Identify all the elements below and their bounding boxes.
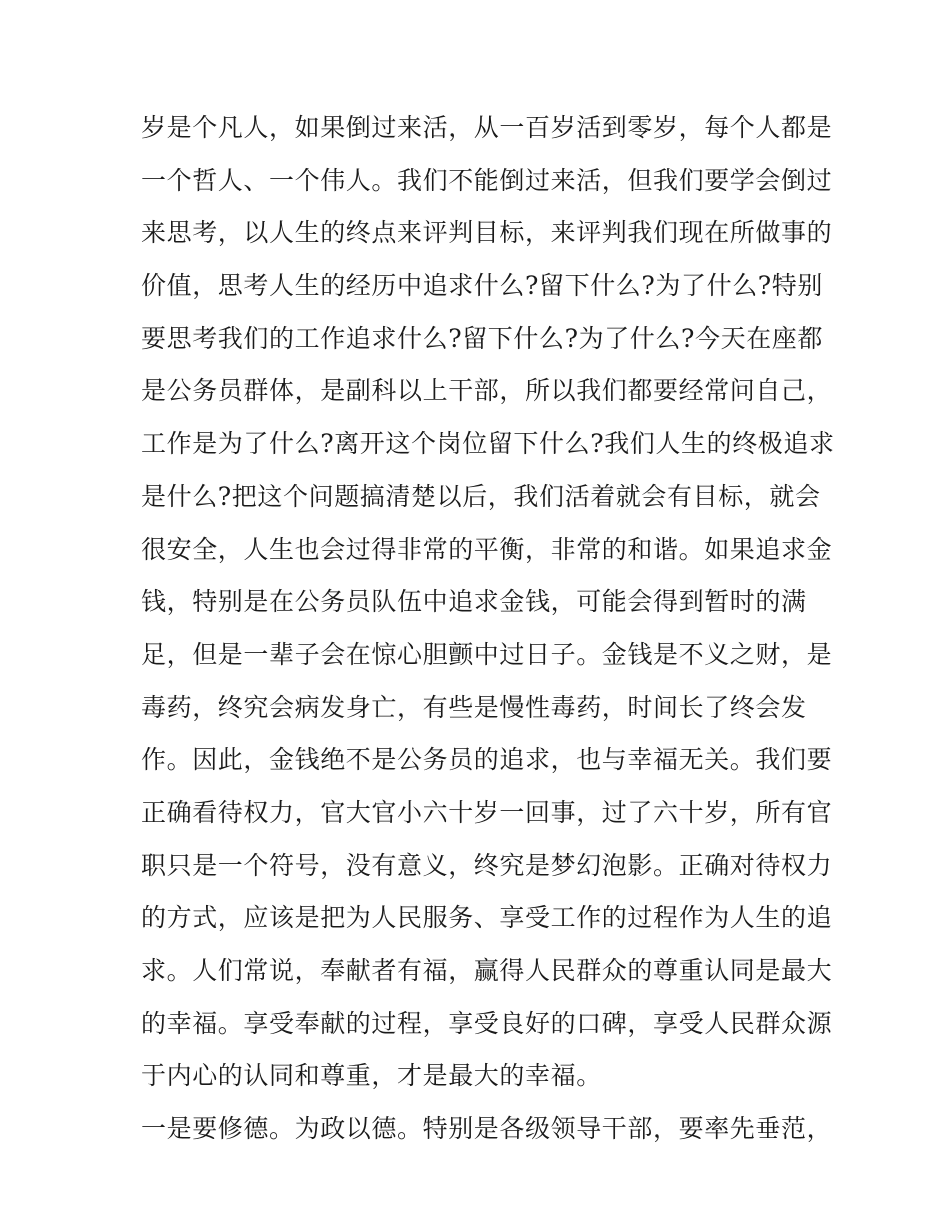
text-line: 很安全，人生也会过得非常的平衡，非常的和谐。如果追求金 — [141, 534, 833, 564]
text-line: 来思考，以人生的终点来评判目标，来评判我们现在所做事的 — [141, 218, 833, 248]
text-line: 正确看待权力，官大官小六十岁一回事，过了六十岁，所有官 — [141, 797, 833, 827]
text-line: 价值，思考人生的经历中追求什么?留下什么?为了什么?特别 — [141, 271, 824, 301]
text-line: 于内心的认同和尊重，才是最大的幸福。 — [141, 1061, 602, 1091]
text-line: 足，但是一辈子会在惊心胆颤中过日子。金钱是不义之财，是 — [141, 639, 833, 669]
text-line: 是公务员群体，是副科以上干部，所以我们都要经常问自己， — [141, 376, 833, 406]
text-line: 毒药，终究会病发身亡，有些是慢性毒药，时间长了终会发 — [141, 692, 807, 722]
text-line: 求。人们常说，奉献者有福，赢得人民群众的尊重认同是最大 — [141, 956, 833, 985]
text-line: 职只是一个符号，没有意义，终究是梦幻泡影。正确对待权力 — [141, 850, 833, 880]
text-line: 是什么?把这个问题搞清楚以后，我们活着就会有目标，就会 — [141, 481, 821, 511]
text-line: 一是要修德。为政以德。特别是各级领导干部，要率先垂范， — [141, 1114, 833, 1144]
text-line: 的幸福。享受奉献的过程，享受良好的口碑，享受人民群众源 — [141, 1008, 833, 1038]
text-line: 岁是个凡人，如果倒过来活，从一百岁活到零岁，每个人都是 — [141, 113, 833, 142]
text-line: 要思考我们的工作追求什么?留下什么?为了什么?今天在座都 — [141, 323, 824, 353]
text-line: 钱，特别是在公务员队伍中追求金钱，可能会得到暂时的满 — [141, 587, 807, 617]
text-line: 一个哲人、一个伟人。我们不能倒过来活，但我们要学会倒过 — [141, 165, 833, 195]
text-line: 工作是为了什么?离开这个岗位留下什么?我们人生的终极追求 — [141, 429, 835, 459]
text-line: 的方式，应该是把为人民服务、享受工作的过程作为人生的追 — [141, 903, 833, 933]
body-text — [141, 108, 835, 1162]
text-line: 作。因此，金钱绝不是公务员的追求，也与幸福无关。我们要 — [141, 745, 833, 775]
